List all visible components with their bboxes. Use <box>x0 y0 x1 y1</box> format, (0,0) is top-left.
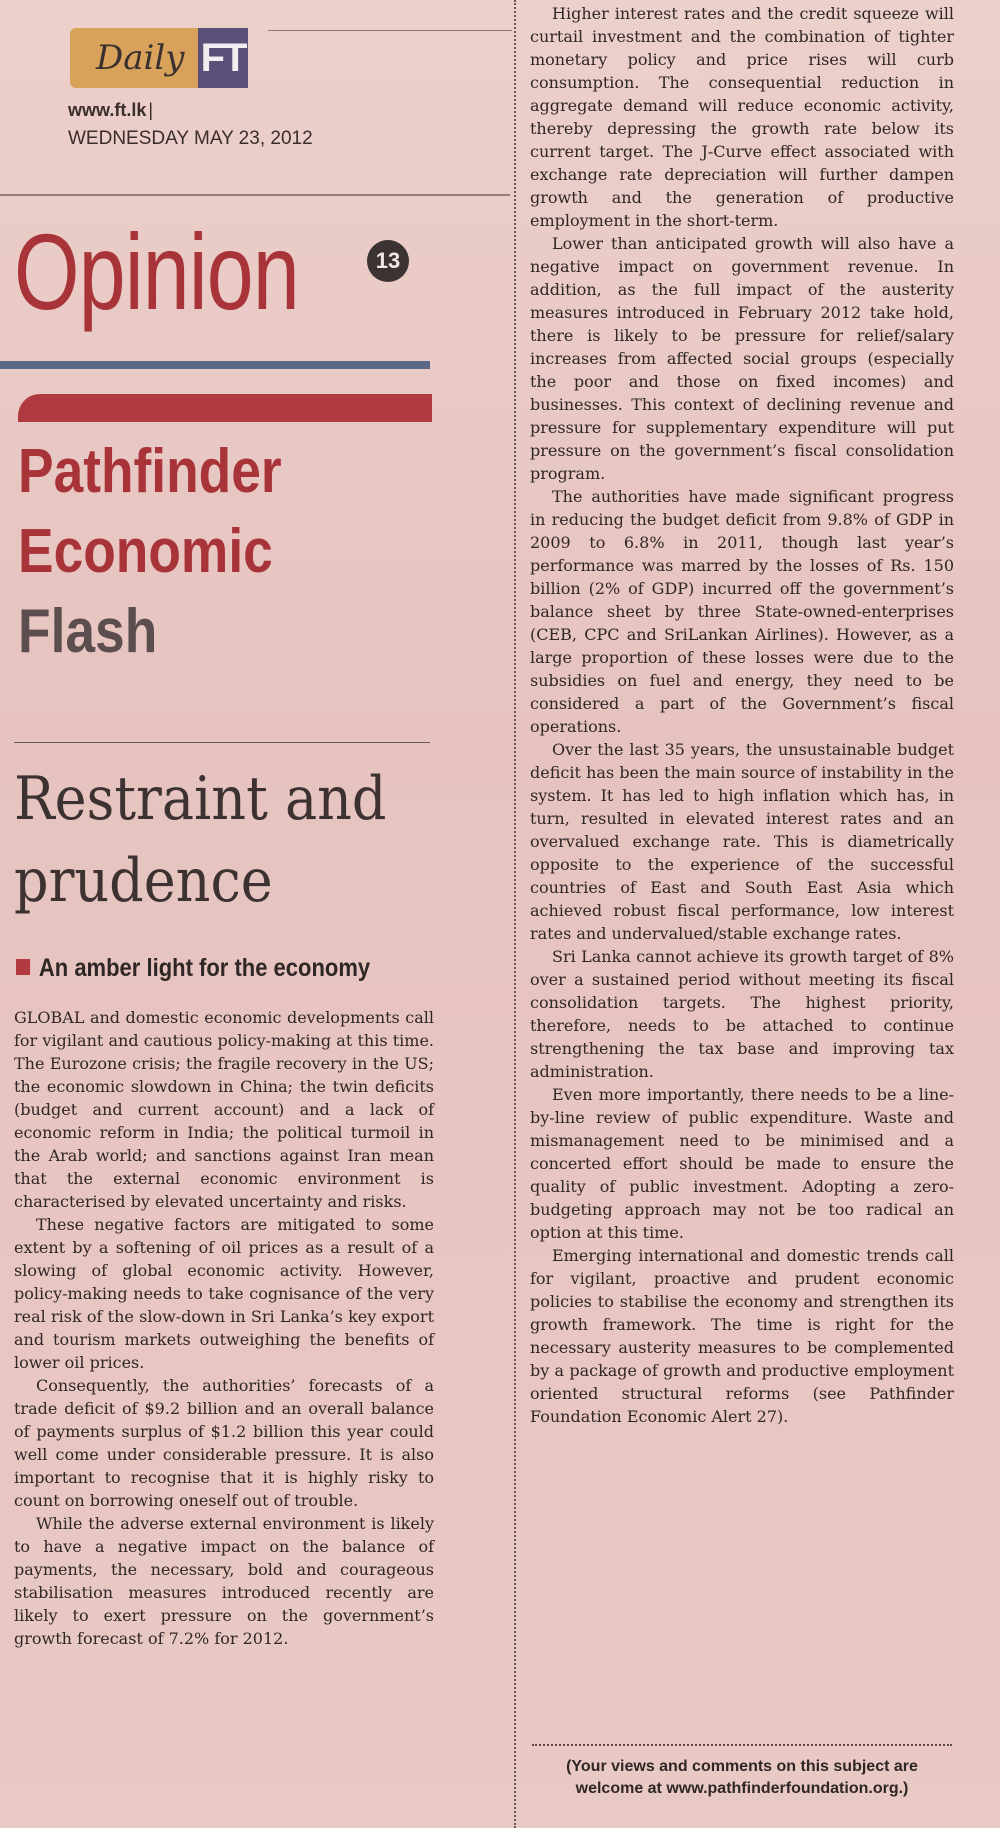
body-paragraph: Lower than anticipated growth will also have a negative impact on government revenue. In addition, as the full impact of the austerity measures introduced in February 2012 take hold, there is likely to be pressure for relief/salary increases from affected social groups (especially the poor and those on fixed incomes) and businesses. This context of declining revenue and pressure for supplementary expenditure will put pressure on the government’s fiscal consolidation program. <box>530 234 954 483</box>
body-paragraph: These negative factors are mitigated to some extent by a softening of oil prices as a result of a slowing of global economic activity. However, policy-making needs to take cognisance of the very real risk of the slow-down in Sri Lanka’s key export and tourism markets outweighing the benefits of lower oil prices. <box>14 1215 434 1372</box>
body-paragraph: Emerging international and domestic trends call for vigilant, proactive and prudent economic policies to stabilise the economy and strengthen its growth framework. The time is right for the necessary austerity measures to be complemented by a package of growth and productive employment oriented structural reforms (see Pathfinder Foundation Economic Alert 27). <box>530 1246 954 1426</box>
feedback-line: welcome at www.pathfinderfoundation.org.) <box>575 1780 909 1797</box>
column-title <box>18 432 282 672</box>
column-title-line: Flash <box>18 597 158 666</box>
body-paragraph: While the adverse external environment is likely to have a negative impact on the balance of payments, the necessary, bold and courageous stabilisation measures introduced recently are likely to exert pressure on the government’s growth forecast of 7.2% for 2012. <box>14 1514 434 1648</box>
body-paragraph: GLOBAL and domestic economic developments call for vigilant and cautious policy-making at this time. The Eurozone crisis; the fragile recovery in the US; the economic slowdown in China; the twin deficits (budget and current account) and a lack of economic reform in India; the political turmoil in the Arab world; and sanctions against Iran mean that the external economic environment is characterised by elevated uncertainty and risks. <box>14 1008 434 1211</box>
column-banner-band <box>18 394 432 422</box>
body-paragraph: Sri Lanka cannot achieve its growth target of 8% over a sustained period without meeting its fiscal consolidation targets. The highest priority, therefore, needs to be attached to continue strengthening the tax base and improving tax administration. <box>530 947 954 1081</box>
right-column-body <box>530 2 954 1428</box>
body-paragraph: Higher interest rates and the credit squeeze will curtail investment and the combination of tighter monetary policy and price rises will curb consumption. The consequential reduction in aggregate demand will reduce economic activity, thereby depressing the growth rate below its current target. The J-Curve effect associated with exchange rate depreciation will further dampen growth and the generation of productive employment in the short-term. <box>530 4 954 230</box>
body-paragraph: Over the last 35 years, the unsustainable budget deficit has been the main source of instability in the system. It has led to high inflation which has, in turn, resulted in elevated interest rates and an overvalued exchange rate. This is diametrically opposite to the experience of the successful countries of East and South East Asia which achieved robust fiscal performance, low interest rates and undervalued/stable exchange rates. <box>530 740 954 943</box>
body-paragraph: The authorities have made significant progress in reducing the budget deficit from 9.8% of GDP in 2009 to 6.8% in 2011, though last year’s performance was marred by the losses of Rs. 150 billion (2% of GDP) incurred off the government’s balance sheet by three State-owned-enterprises (CEB, CPC and SriLankan Airlines). However, as a large proportion of these losses were due to the subsidies on fuel and energy, they need to be considered a part of the Government’s fiscal operations. <box>530 487 954 736</box>
daily-ft-logo <box>70 28 248 88</box>
site-url-text: www.ft.lk <box>68 100 147 120</box>
masthead-rule <box>0 194 510 196</box>
body-paragraph: Even more importantly, there needs to be a line-by-line review of public expenditure. Waste and mismanagement need to be minimised and a concerted effort should be made to ensure the quality of public investment. Adopting a zero-budgeting approach may not be too radical an option at this time. <box>530 1085 954 1242</box>
section-rule <box>0 361 430 369</box>
left-column-body <box>14 1006 434 1650</box>
headline-rule <box>14 742 430 743</box>
column-title-line: Pathfinder <box>18 437 282 506</box>
feedback-line: (Your views and comments on this subject are <box>566 1758 918 1775</box>
article-headline <box>14 758 387 922</box>
headline-line: Restraint and <box>14 764 387 834</box>
body-paragraph: Consequently, the authorities’ forecasts of a trade deficit of $9.2 billion and an overall balance of payments surplus of $1.2 billion this year could well come under considerable pressure. It is also important to recognise that it is highly risky to count on borrowing oneself out of trouble. <box>14 1376 434 1510</box>
square-bullet-icon <box>16 959 30 975</box>
section-title: Opinion <box>14 211 299 332</box>
article-subhead <box>16 954 370 983</box>
logo-daily-text: Daily <box>96 38 185 78</box>
feedback-note <box>532 1744 952 1800</box>
masthead-divider <box>268 30 512 31</box>
url-separator: | <box>148 100 154 120</box>
logo-daily-block <box>70 28 198 88</box>
site-url <box>68 100 153 121</box>
headline-line: prudence <box>14 846 273 916</box>
column-divider <box>514 0 516 1828</box>
page-number-badge: 13 <box>367 240 409 282</box>
issue-date: WEDNESDAY MAY 23, 2012 <box>68 128 313 149</box>
subhead-text: An amber light for the economy <box>38 954 371 982</box>
column-title-line: Economic <box>18 517 273 586</box>
logo-ft-block: FT <box>198 28 248 88</box>
